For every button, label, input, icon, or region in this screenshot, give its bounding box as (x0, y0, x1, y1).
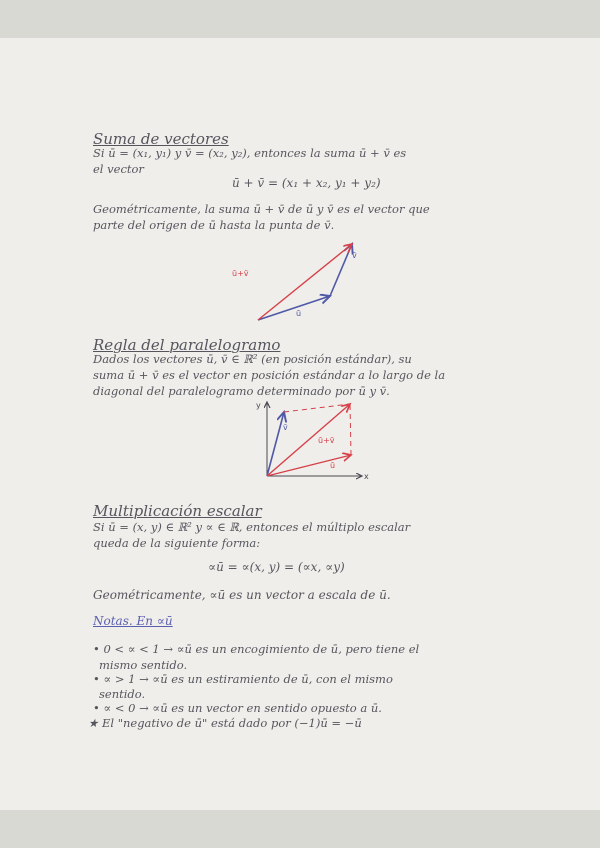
multiplicacion-line1: Si ū = (x, y) ∈ ℝ² y ∝ ∈ ℝ, entonces el múltiplo escalar (93, 520, 411, 534)
note-1-line2: mismo sentido. (99, 658, 188, 672)
multiplicacion-geo: Geométricamente, ∝ū es un vector a escala de ū. (93, 588, 391, 602)
note-4: ★ El "negativo de ū" está dado por (−1)ū = −ū (88, 716, 362, 730)
label-v: v̄ (352, 251, 357, 260)
multiplicacion-line2: queda de la siguiente forma: (93, 536, 261, 550)
suma-geo-line2: parte del origen de ū hasta la punta de v̄. (93, 218, 335, 232)
section-title-paralelogramo: Regla del paralelogramo (93, 336, 281, 354)
suma-geo-line1: Geométricamente, la suma ū + v̄ de ū y v̄ es el vector que (93, 202, 430, 216)
vector-u (258, 296, 330, 320)
paralelogramo-line1: Dados los vectores ū, v̄ ∈ ℝ² (en posición estándar), su (93, 352, 412, 366)
section-title-multiplicacion: Multiplicación escalar (93, 502, 262, 520)
notes-title: Notas. En ∝ū (93, 614, 173, 628)
paralelogramo-line3: diagonal del paralelogramo determinado por ū y v̄. (93, 384, 390, 398)
suma-text-line2: el vector (93, 162, 144, 176)
label-y: y (256, 401, 261, 410)
suma-formula: ū + v̄ = (x₁ + x₂, y₁ + y₂) (232, 176, 381, 190)
note-3: • ∝ < 0 → ∝ū es un vector en sentido opuesto a ū. (93, 701, 382, 715)
vector-sum (258, 244, 352, 320)
paralelogramo-line2: suma ū + v̄ es el vector en posición estándar a lo largo de la (93, 368, 446, 382)
section-title-suma: Suma de vectores (93, 130, 229, 148)
vector-v (267, 412, 284, 476)
label-sum: ū+v̄ (318, 436, 335, 445)
note-2-line1: • ∝ > 1 → ∝ū es un estiramiento de ū, con el mismo (93, 672, 393, 686)
label-v: v̄ (283, 423, 288, 432)
label-sum: ū+v̄ (232, 269, 249, 278)
note-2-line2: sentido. (99, 687, 146, 701)
label-u: ū (296, 309, 302, 318)
suma-text-line1: Si ū = (x₁, y₁) y v̄ = (x₂, y₂), entonces la suma ū + v̄ es (93, 146, 407, 160)
vector-v (330, 244, 352, 296)
note-1-line1: • 0 < ∝ < 1 → ∝ū es un encogimiento de ū, pero tiene el (93, 642, 420, 656)
multiplicacion-formula: ∝ū = ∝(x, y) = (∝x, ∝y) (208, 560, 345, 574)
parallelogram-edge (284, 404, 350, 412)
label-u: ū (330, 461, 336, 470)
parallelogram-edge (350, 404, 351, 455)
label-x: x (364, 472, 369, 481)
